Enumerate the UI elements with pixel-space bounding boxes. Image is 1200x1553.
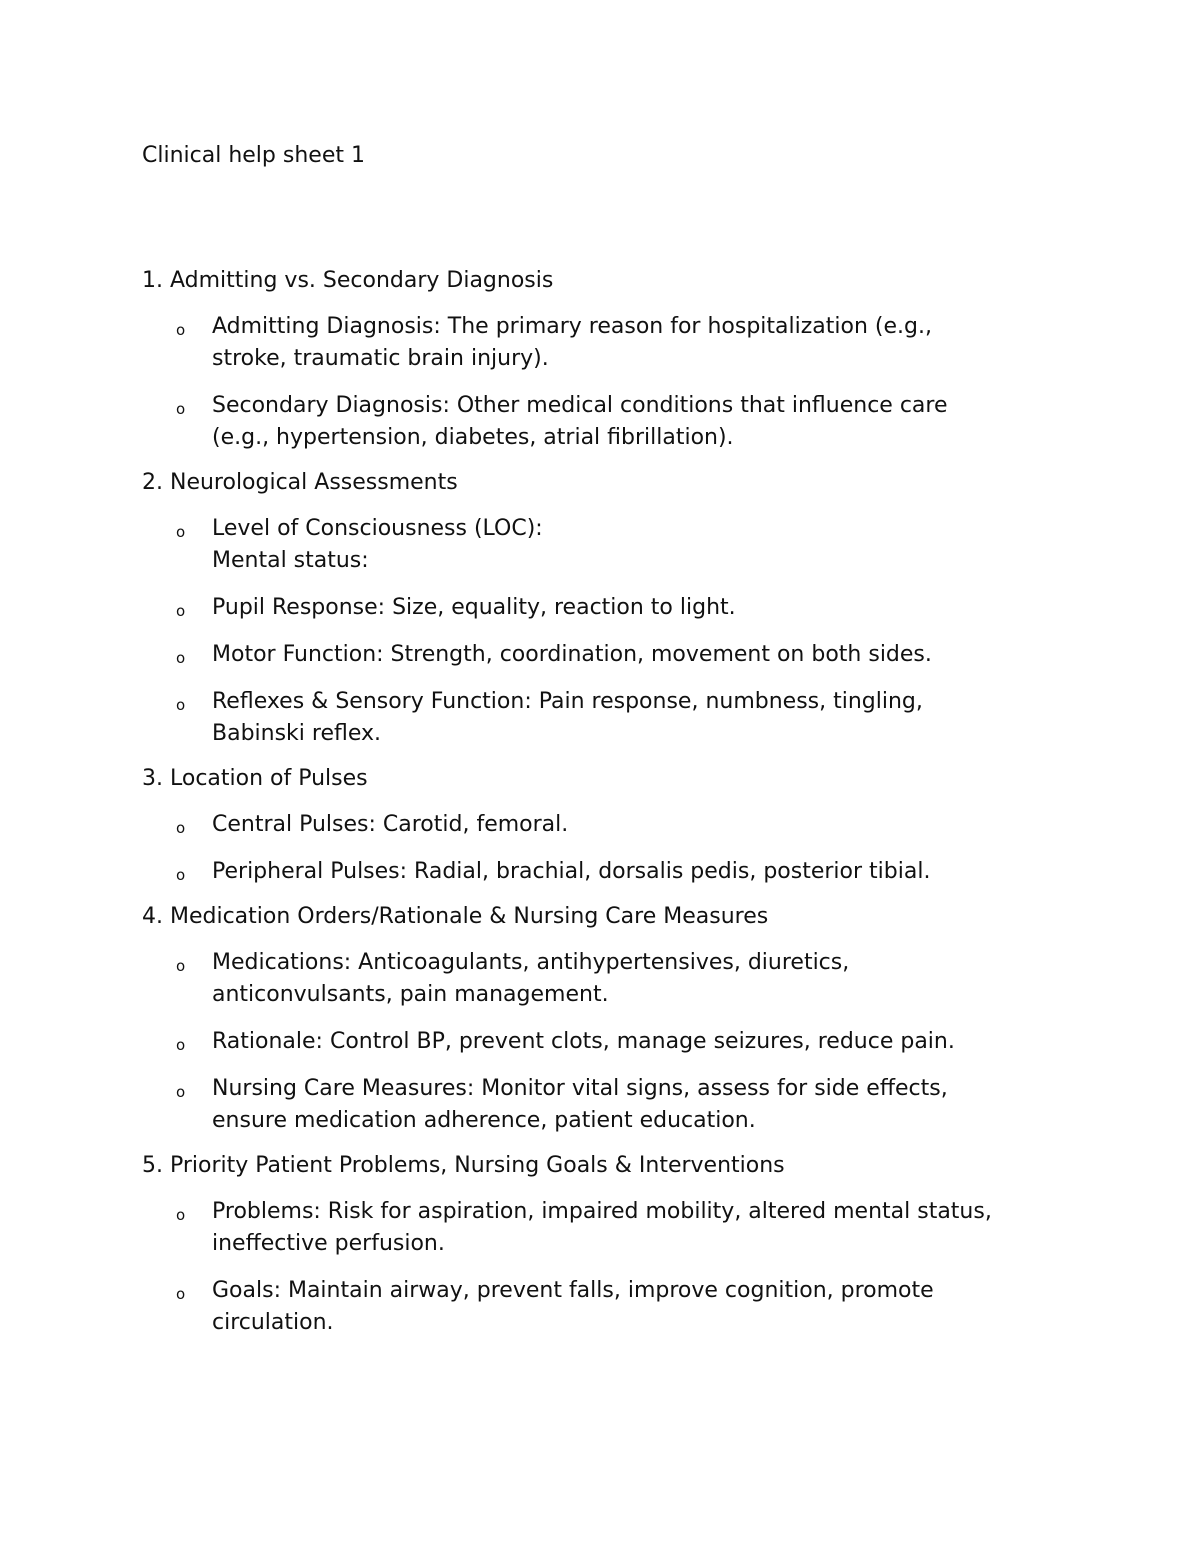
section [142, 902, 1062, 1137]
list-item-text: anticonvulsants, pain management. [212, 982, 609, 1007]
sub-item-list [142, 1196, 1062, 1339]
list-item-text: Rationale: Control BP, prevent clots, manage seizures, reduce pain. [212, 1029, 955, 1054]
list-item-text: ensure medication adherence, patient education. [212, 1108, 756, 1133]
sub-item-list [142, 947, 1062, 1137]
list-item-text: Admitting Diagnosis: The primary reason for hospitalization (e.g., [212, 314, 932, 339]
list-item [142, 1073, 1062, 1137]
section-heading: 5. Priority Patient Problems, Nursing Goals & Interventions [142, 1153, 785, 1178]
section-heading: 3. Location of Pulses [142, 766, 368, 791]
section [142, 468, 1062, 750]
circle-bullet-icon: o [176, 602, 186, 620]
circle-bullet-icon: o [176, 1206, 186, 1224]
list-item [142, 592, 1062, 624]
sub-item-list [142, 311, 1062, 454]
list-item-text: Central Pulses: Carotid, femoral. [212, 812, 569, 837]
section [142, 266, 1062, 454]
list-item [142, 639, 1062, 671]
list-item [142, 311, 1062, 375]
circle-bullet-icon: o [176, 1083, 186, 1101]
list-item [142, 947, 1062, 1011]
list-item [142, 390, 1062, 454]
section [142, 1151, 1062, 1339]
list-item [142, 1196, 1062, 1260]
list-item-text: Peripheral Pulses: Radial, brachial, dorsalis pedis, posterior tibial. [212, 859, 931, 884]
section-heading: 1. Admitting vs. Secondary Diagnosis [142, 268, 554, 293]
list-item-text: Reflexes & Sensory Function: Pain response, numbness, tingling, [212, 689, 923, 714]
list-item [142, 809, 1062, 841]
list-item [142, 1275, 1062, 1339]
circle-bullet-icon: o [176, 400, 186, 418]
circle-bullet-icon: o [176, 866, 186, 884]
circle-bullet-icon: o [176, 321, 186, 339]
section-heading: 4. Medication Orders/Rationale & Nursing Care Measures [142, 904, 769, 929]
sub-item-list [142, 513, 1062, 750]
document-title: Clinical help sheet 1 [142, 143, 365, 168]
list-item-text: Level of Consciousness (LOC): [212, 516, 543, 541]
list-item-text: (e.g., hypertension, diabetes, atrial fibrillation). [212, 425, 734, 450]
section [142, 764, 1062, 888]
list-item [142, 856, 1062, 888]
list-item-text: Babinski reflex. [212, 721, 382, 746]
list-item-text: Medications: Anticoagulants, antihypertensives, diuretics, [212, 950, 850, 975]
sub-item-list [142, 809, 1062, 888]
list-item [142, 1026, 1062, 1058]
list-item-text: Problems: Risk for aspiration, impaired mobility, altered mental status, [212, 1199, 992, 1224]
list-item-text: Mental status: [212, 548, 369, 573]
list-item-text: Secondary Diagnosis: Other medical conditions that influence care [212, 393, 948, 418]
circle-bullet-icon: o [176, 1036, 186, 1054]
list-item-text: Motor Function: Strength, coordination, movement on both sides. [212, 642, 932, 667]
list-item-text: ineffective perfusion. [212, 1231, 445, 1256]
circle-bullet-icon: o [176, 957, 186, 975]
circle-bullet-icon: o [176, 649, 186, 667]
list-item-text: Pupil Response: Size, equality, reaction to light. [212, 595, 736, 620]
list-item-text: Goals: Maintain airway, prevent falls, improve cognition, promote [212, 1278, 934, 1303]
list-item [142, 513, 1062, 577]
section-heading: 2. Neurological Assessments [142, 470, 458, 495]
circle-bullet-icon: o [176, 696, 186, 714]
section-list [142, 266, 1062, 1353]
circle-bullet-icon: o [176, 523, 186, 541]
list-item-text: circulation. [212, 1310, 334, 1335]
list-item-text: stroke, traumatic brain injury). [212, 346, 549, 371]
circle-bullet-icon: o [176, 819, 186, 837]
list-item-text: Nursing Care Measures: Monitor vital signs, assess for side effects, [212, 1076, 948, 1101]
circle-bullet-icon: o [176, 1285, 186, 1303]
list-item [142, 686, 1062, 750]
